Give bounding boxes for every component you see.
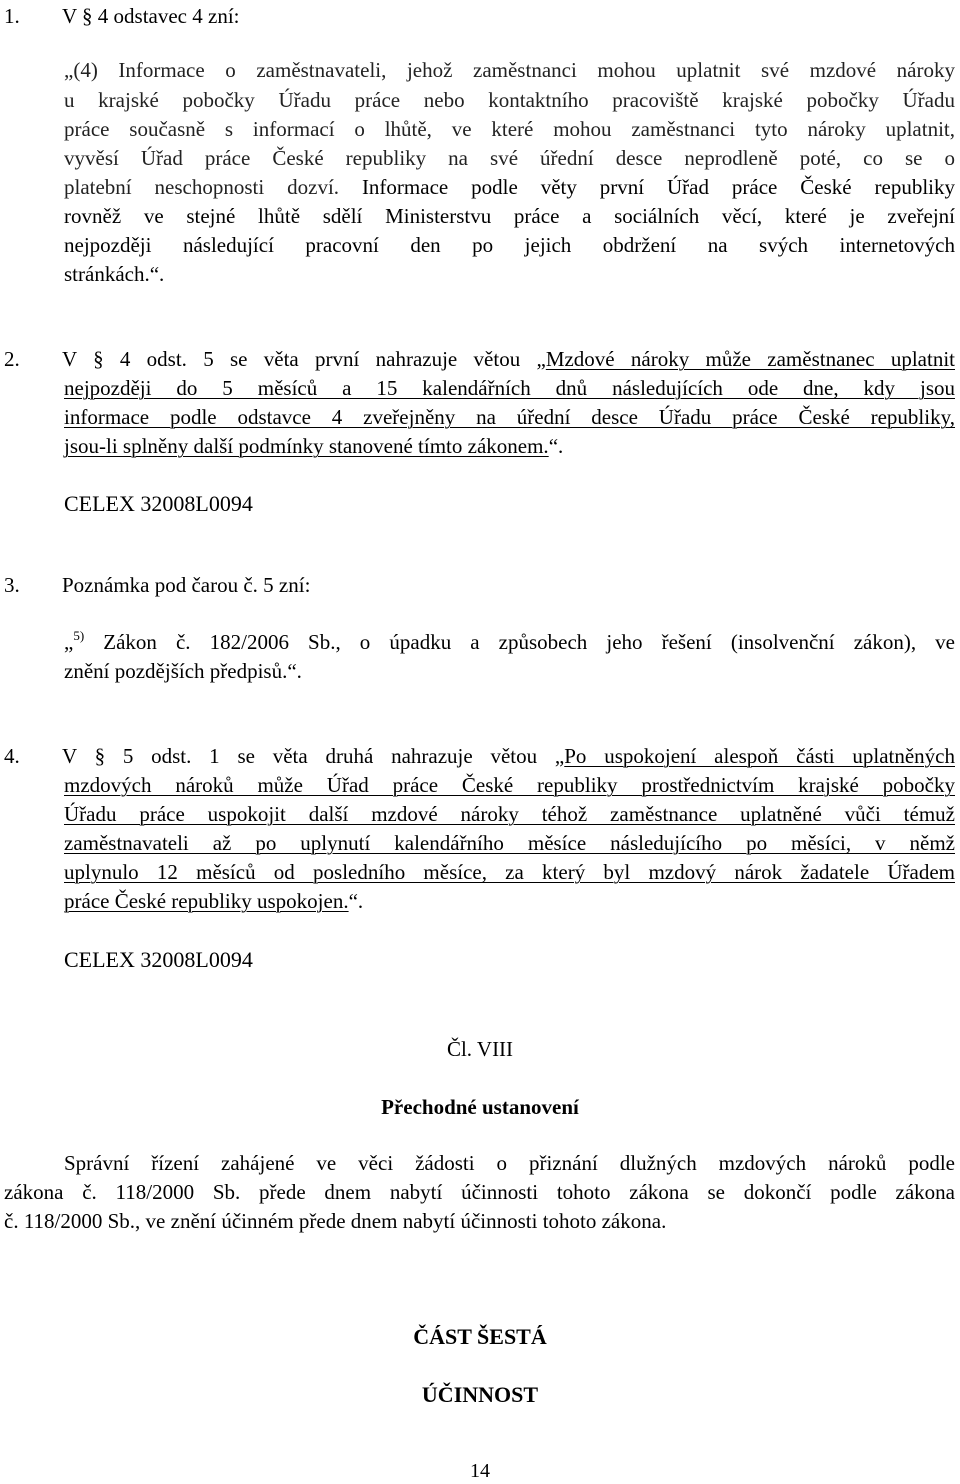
amended-text: Po uspokojení alespoň části uplatněných xyxy=(564,744,955,768)
article-heading: Přechodné ustanovení xyxy=(381,1095,579,1119)
amended-line xyxy=(64,771,955,800)
amended-text: uplynulo 12 měsíců od posledního měsíce, za který byl mzdový nárok žadatele Úřadem xyxy=(64,860,955,884)
item-1-heading xyxy=(4,2,240,31)
item-intro: V § 4 odst. 5 se věta první nahrazuje větou „ xyxy=(62,347,546,371)
item-text: Poznámka pod čarou č. 5 zní: xyxy=(62,573,311,597)
amended-text: jsou-li splněny další podmínky stanovené tímto zákonem. xyxy=(64,434,549,458)
part-subtitle: ÚČINNOST xyxy=(421,1382,539,1407)
amended-text: Úřadu práce uspokojit další mzdové nároky téhož zaměstnance uplatněné vůči témuž xyxy=(64,802,955,826)
amended-line xyxy=(64,403,955,432)
footnote-text: , o úpadku a způsobech jeho řešení (insolvenční zákon), ve xyxy=(335,630,956,654)
quote-line: stránkách.“. xyxy=(64,262,165,286)
amended-line xyxy=(64,829,955,858)
amended-line xyxy=(64,858,955,887)
celex-reference: CELEX 32008L0094 xyxy=(64,947,253,972)
closing-quote: “. xyxy=(348,889,364,913)
item-2-first-line xyxy=(4,345,955,374)
quote-line-mixed xyxy=(64,173,955,202)
item-number: 4. xyxy=(4,744,20,768)
amended-line xyxy=(64,800,955,829)
item-3-heading xyxy=(4,571,310,600)
quote-line: vyvěsí Úřad práce České republiky na své úřední desce neprodleně poté, co se o xyxy=(64,146,955,170)
footnote-mark: 5) xyxy=(73,628,85,643)
footnote-text: Zákon č. 182/2006 Sb. xyxy=(84,630,336,654)
amended-text: nejpozději do 5 měsíců a 15 kalendářních dnů následujících ode dne, kdy jsou xyxy=(64,376,955,400)
quote-line: u krajské pobočky Úřadu práce nebo kontaktního pracoviště krajské pobočky Úřadu xyxy=(64,88,955,112)
quote-line-part: Informace podle věty první Úřad práce České republiky xyxy=(339,175,955,199)
item-text: V § 4 odstavec 4 zní: xyxy=(62,4,240,28)
footnote-line: znění pozdějších předpisů.“. xyxy=(64,659,302,683)
celex-reference: CELEX 32008L0094 xyxy=(64,491,253,516)
amended-text: informace podle odstavce 4 zveřejněny na úřední desce Úřadu práce České republiky, xyxy=(64,405,955,429)
amended-text: práce České republiky uspokojen. xyxy=(64,889,349,913)
article-body-line: č. 118/2000 Sb., ve znění účinném přede dnem nabytí účinnosti tohoto zákona. xyxy=(4,1209,667,1233)
amended-line xyxy=(64,887,955,916)
page-number: 14 xyxy=(470,1460,490,1482)
quote-line: nejpozději následující pracovní den po jejich obdržení na svých internetových xyxy=(64,233,955,257)
quote-line: „(4) Informace o zaměstnavateli, jehož zaměstnanci mohou uplatnit své mzdové nároky xyxy=(64,58,955,82)
quote-line: práce současně s informací o lhůtě, ve které mohou zaměstnanci tyto nároky uplatnit, xyxy=(64,117,955,141)
item-intro: V § 5 odst. 1 se věta druhá nahrazuje větou „ xyxy=(62,744,565,768)
amended-line xyxy=(64,432,955,461)
open-quote: „ xyxy=(64,630,74,654)
item-number: 1. xyxy=(4,4,20,28)
quote-line: rovněž ve stejné lhůtě sdělí Ministerstvu práce a sociálních věcí, které je zveřejní xyxy=(64,204,955,228)
amended-text: mzdových nároků může Úřad práce České republiky prostřednictvím krajské pobočky xyxy=(64,773,955,797)
item-4-first-line xyxy=(4,742,955,771)
item-number: 2. xyxy=(4,347,20,371)
quote-line-part: platební neschopnosti dozví. xyxy=(64,175,340,199)
footnote-line xyxy=(64,628,955,657)
part-title: ČÁST ŠESTÁ xyxy=(413,1324,547,1349)
item-number: 3. xyxy=(4,573,20,597)
article-number: Čl. VIII xyxy=(446,1037,514,1061)
amended-text: Mzdové nároky může zaměstnanec uplatnit xyxy=(545,347,955,371)
amended-line xyxy=(64,374,955,403)
article-body-line: zákona č. 118/2000 Sb. přede dnem nabytí účinnosti tohoto zákona se dokončí podle zákona xyxy=(4,1180,955,1204)
closing-quote: “. xyxy=(548,434,564,458)
article-body-line: Správní řízení zahájené ve věci žádosti o přiznání dlužných mzdových nároků podle xyxy=(64,1151,955,1175)
amended-text: zaměstnavateli až po uplynutí kalendářního měsíce následujícího po měsíci, v němž xyxy=(64,831,955,855)
